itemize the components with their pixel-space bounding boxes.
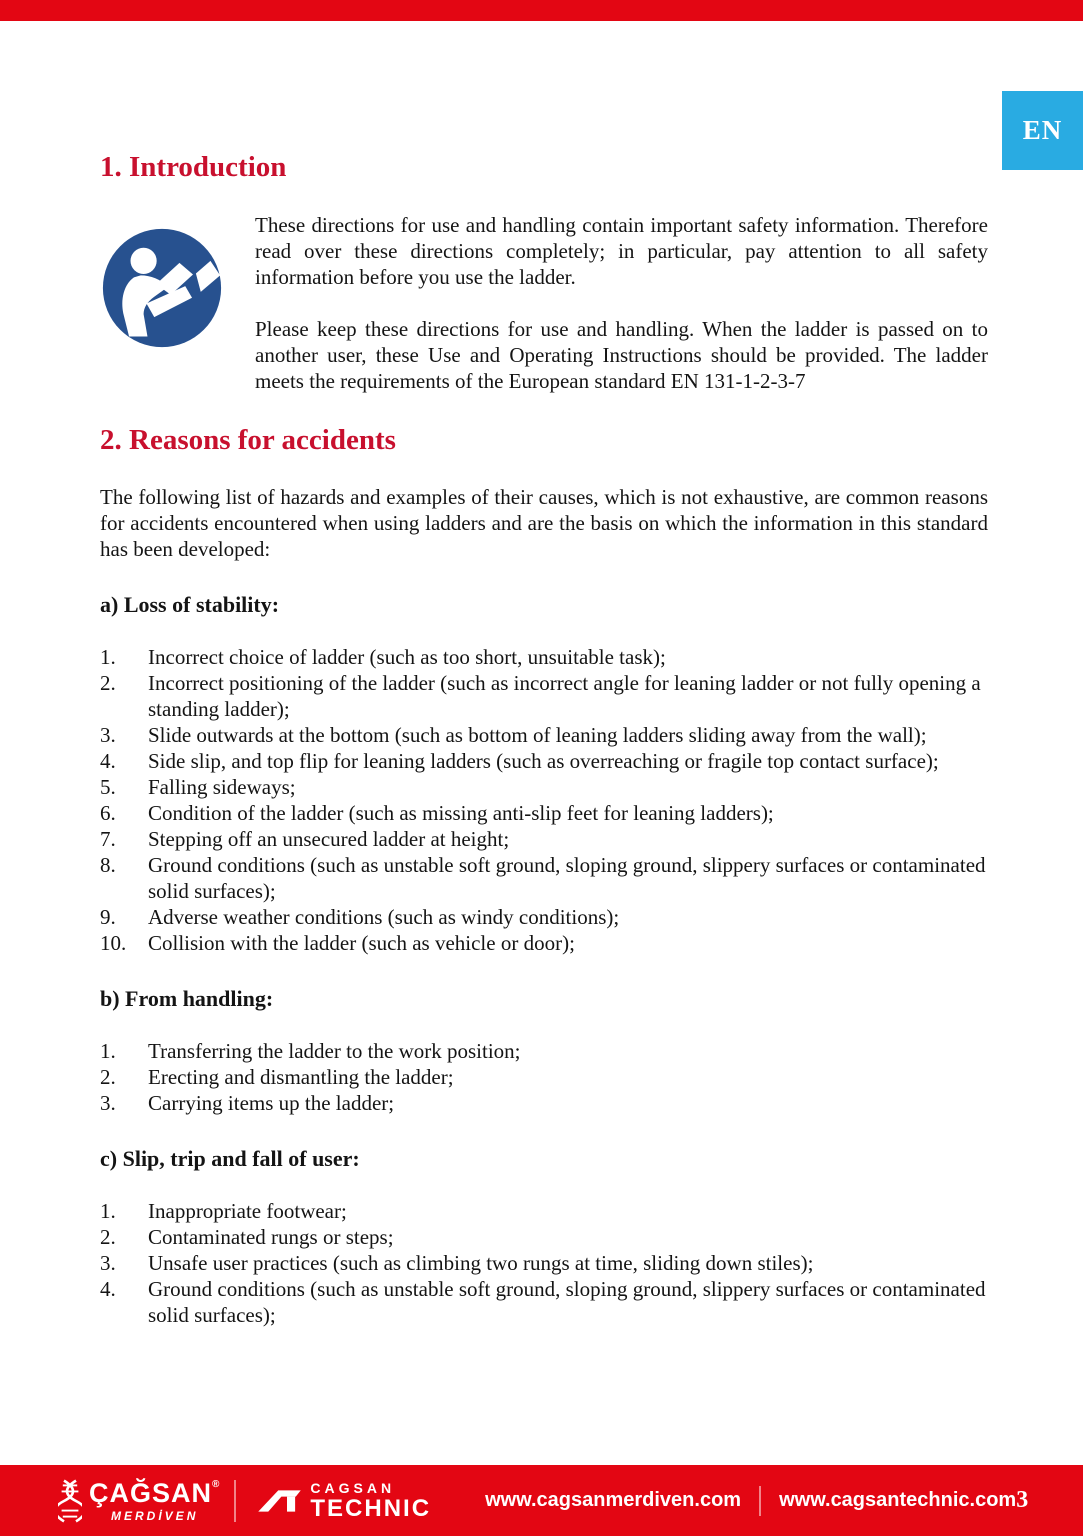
sublist-label-b: b) From handling: <box>100 985 274 1011</box>
item-text: Unsafe user practices (such as climbing two rungs at time, sliding down stiles); <box>148 1250 814 1275</box>
item-text: Erecting and dismantling the ladder; <box>148 1064 454 1089</box>
sublist-label-c: c) Slip, trip and fall of user: <box>100 1145 360 1171</box>
hazard-list-a <box>100 644 988 956</box>
item-text: Adverse weather conditions (such as windy conditions); <box>148 904 620 929</box>
url-cagsanmerdiven[interactable]: www.cagsanmerdiven.com <box>485 1489 742 1511</box>
introduction-block <box>100 212 988 394</box>
list-item <box>100 1224 988 1250</box>
item-number: 9. <box>100 904 116 929</box>
brand-sub-merdiven: MERDİVEN <box>111 1508 199 1523</box>
item-number: 2. <box>100 1224 116 1249</box>
cagsan-merdiven-logo <box>58 1478 220 1524</box>
page-footer <box>0 1465 1083 1536</box>
list-item <box>100 852 988 904</box>
list-item <box>100 774 988 800</box>
item-number: 3. <box>100 1250 116 1275</box>
read-manual-icon <box>100 212 228 394</box>
brand-top-technic: CAGSAN <box>310 1479 396 1496</box>
footer-brand-divider <box>234 1480 236 1522</box>
list-item <box>100 904 988 930</box>
item-number: 8. <box>100 852 116 877</box>
intro-paragraph-2: Please keep these directions for use and handling. When the ladder is passed on to another user, these Use and Operating Instructions should be provided. The ladder meets the requirements of the European standard EN 131-1-2-3-7 <box>255 317 988 394</box>
page-number: 3 <box>1016 1487 1029 1513</box>
footer-url-divider <box>759 1486 761 1516</box>
item-text: Side slip, and top flip for leaning ladders (such as overreaching or fragile top contact surface); <box>148 748 939 773</box>
item-text: Incorrect positioning of the ladder (such as incorrect angle for leaning ladder or not fully opening a standing ladder); <box>148 670 981 721</box>
list-item <box>100 1038 988 1064</box>
item-number: 2. <box>100 670 116 695</box>
list-item <box>100 1198 988 1224</box>
list-item <box>100 670 988 722</box>
item-number: 10. <box>100 930 127 955</box>
section-heading-introduction: 1. Introduction <box>100 151 287 183</box>
item-text: Carrying items up the ladder; <box>148 1090 395 1115</box>
item-number: 3. <box>100 1090 116 1115</box>
intro-paragraph-1: These directions for use and handling contain important safety information. Therefore read over these directions completely; in particular, pay attention to all safety information before you use the ladder. <box>255 213 988 290</box>
list-item <box>100 722 988 748</box>
language-tab-label: EN <box>1022 115 1063 145</box>
list-item <box>100 748 988 774</box>
list-item <box>100 1064 988 1090</box>
item-number: 5. <box>100 774 116 799</box>
item-number: 1. <box>100 644 116 669</box>
item-text: Transferring the ladder to the work position; <box>148 1038 521 1063</box>
url-cagsantechnic[interactable]: www.cagsantechnic.com <box>779 1489 1017 1511</box>
dna-helix-icon <box>58 1478 82 1524</box>
hazard-list-c <box>100 1198 988 1328</box>
sublist-label-a: a) Loss of stability: <box>100 591 280 617</box>
cagsan-technic-logo <box>252 1481 431 1521</box>
item-number: 3. <box>100 722 116 747</box>
item-number: 1. <box>100 1038 116 1063</box>
item-text: Slide outwards at the bottom (such as bottom of leaning ladders sliding away from the wall); <box>148 722 927 747</box>
registered-mark: ® <box>212 1478 221 1490</box>
brand-name-merdiven: ÇAĞSAN® <box>89 1477 221 1508</box>
section-heading-reasons: 2. Reasons for accidents <box>100 424 396 457</box>
list-item <box>100 644 988 670</box>
list-item <box>100 800 988 826</box>
list-item <box>100 1276 988 1328</box>
list-item <box>100 1090 988 1116</box>
item-text: Incorrect choice of ladder (such as too short, unsuitable task); <box>148 644 666 669</box>
language-tab-en[interactable] <box>1002 91 1083 170</box>
item-text: Inappropriate footwear; <box>148 1198 347 1223</box>
item-number: 7. <box>100 826 116 851</box>
reasons-intro-paragraph: The following list of hazards and examples of their causes, which is not exhaustive, are common reasons for accidents encountered when using ladders and are the basis on which the information in this standard has been developed: <box>100 484 988 561</box>
item-number: 2. <box>100 1064 116 1089</box>
item-text: Collision with the ladder (such as vehicle or door); <box>148 930 575 955</box>
list-item <box>100 1250 988 1276</box>
item-text: Condition of the ladder (such as missing anti-slip feet for leaning ladders); <box>148 800 774 825</box>
brand-bottom-technic: TECHNIC <box>310 1494 432 1522</box>
item-text: Contaminated rungs or steps; <box>148 1224 394 1249</box>
top-red-bar <box>0 0 1083 21</box>
list-item <box>100 930 988 956</box>
item-text: Falling sideways; <box>148 774 296 799</box>
item-text: Ground conditions (such as unstable soft ground, sloping ground, slippery surfaces or contaminated solid surfaces); <box>148 1276 986 1327</box>
item-text: Ground conditions (such as unstable soft ground, sloping ground, slippery surfaces or contaminated solid surfaces); <box>148 852 986 903</box>
list-item <box>100 826 988 852</box>
item-number: 1. <box>100 1198 116 1223</box>
technic-monogram-icon <box>252 1483 302 1519</box>
hazard-list-b <box>100 1038 988 1116</box>
page-content <box>0 151 1083 1328</box>
item-text: Stepping off an unsecured ladder at height; <box>148 826 510 851</box>
item-number: 6. <box>100 800 116 825</box>
introduction-paragraphs <box>255 212 988 394</box>
item-number: 4. <box>100 1276 116 1301</box>
item-number: 4. <box>100 748 116 773</box>
